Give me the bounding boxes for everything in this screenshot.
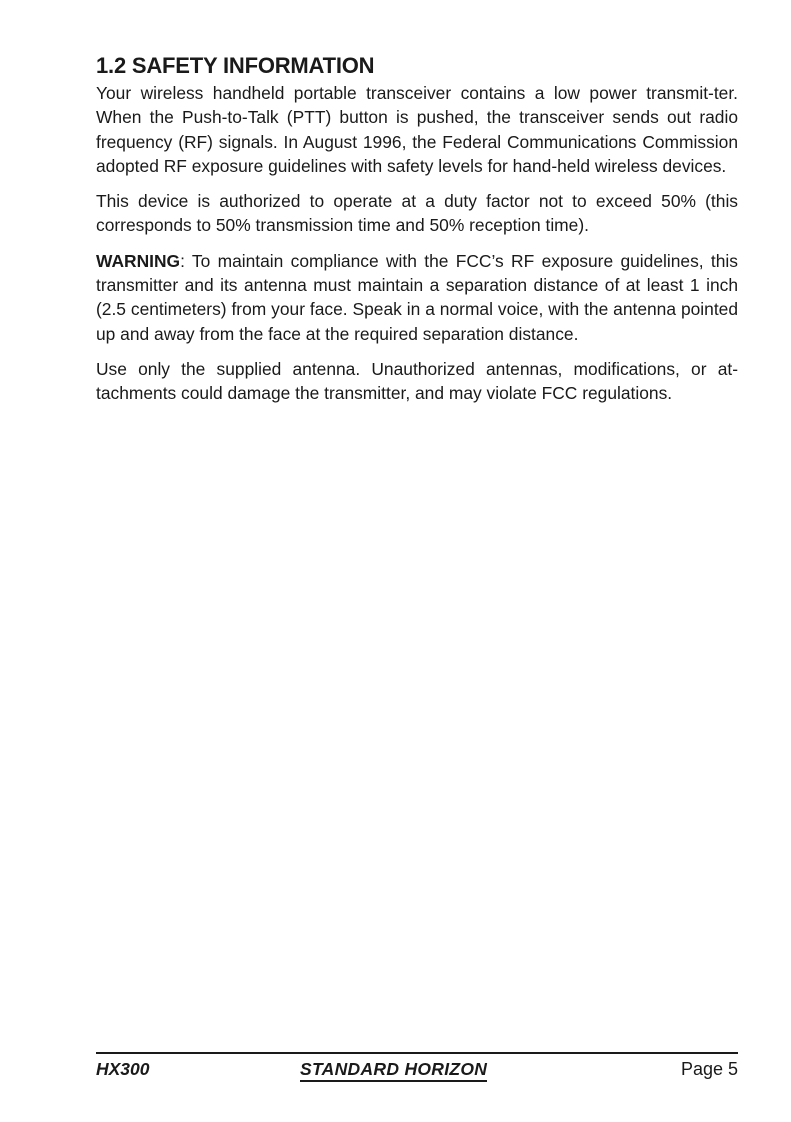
footer-model: HX300: [96, 1059, 150, 1079]
warning-text: : To maintain compliance with the FCC’s RF exposure guidelines, this transmitter and its antenna must maintain a separation distance of at least 1 inch (2.5 centimeters) from your face. Speak in a normal voice, with the antenna pointed up and away from the face at the required separation distance.: [96, 250, 738, 344]
footer-brand-logo: STANDARD HORIZON: [300, 1058, 487, 1082]
intro-paragraph: Your wireless handheld portable transceiver contains a low power transmit-ter. When the Push-to-Talk (PTT) button is pushed, the transceiver sends out radio frequency (RF) signals. In August 1996, the Federal Communications Commission adopted RF exposure guidelines with safety levels for hand-held wireless devices.: [96, 83, 738, 176]
duty-factor-paragraph: This device is authorized to operate at a duty factor not to exceed 50% (this corresponds to 50% transmission time and 50% reception time).: [96, 191, 738, 236]
warning-paragraph: [96, 249, 738, 346]
section-title: 1.2 SAFETY INFORMATION: [96, 53, 375, 78]
antenna-paragraph: Use only the supplied antenna. Unauthorized antennas, modifications, or at-tachments could damage the transmitter, and may violate FCC regulations.: [96, 358, 738, 404]
page-footer: [96, 1052, 738, 1084]
page-content: [96, 52, 738, 417]
footer-page-number: Page 5: [680, 1059, 738, 1079]
warning-label: WARNING: [96, 250, 181, 271]
